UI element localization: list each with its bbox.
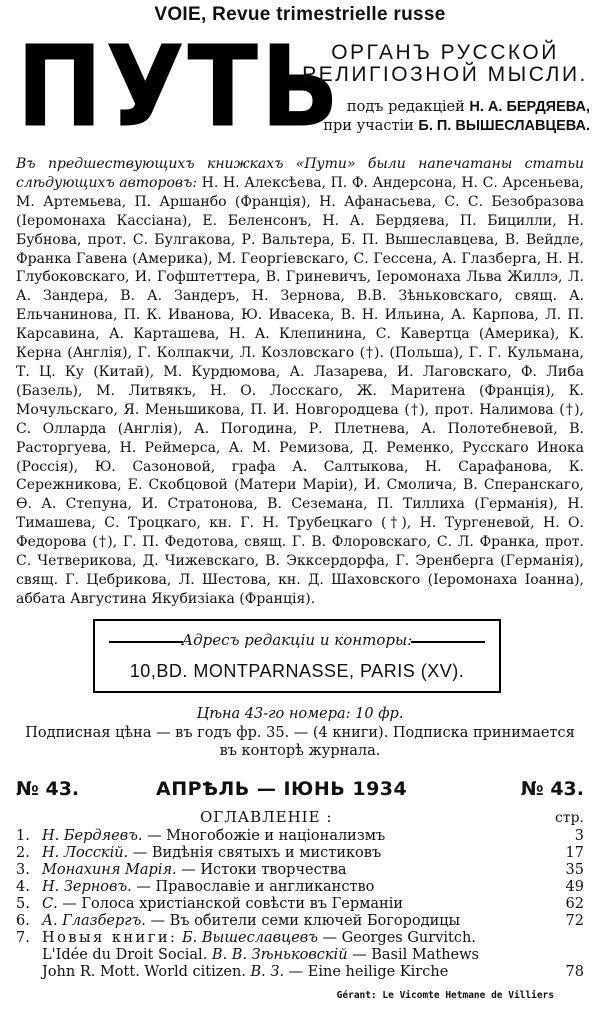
toc-item bbox=[16, 828, 584, 845]
issue-number-left: № 43. bbox=[16, 778, 80, 800]
toc-page-label: стр. bbox=[555, 810, 584, 826]
editor-line bbox=[300, 98, 590, 117]
toc-num: 6. bbox=[16, 913, 30, 929]
reviewer-2: В. В. Зѣньковскiй bbox=[211, 947, 348, 963]
toc-item-books-cont bbox=[16, 964, 584, 981]
toc-entry bbox=[42, 930, 476, 947]
toc-author: С. bbox=[42, 896, 58, 912]
toc-item-books-cont bbox=[16, 947, 584, 964]
coeditor-prefix: при участiи bbox=[323, 118, 419, 134]
toc-item bbox=[16, 862, 584, 879]
toc-author: Н. Бердяевъ. bbox=[42, 828, 143, 844]
toc-author: Монахиня Марiя. bbox=[42, 862, 177, 878]
publisher-credit: Gérant: Le Vicomte Hetmane de Villiers bbox=[336, 990, 554, 1001]
toc-page: 62 bbox=[565, 896, 584, 912]
toc-entry bbox=[42, 862, 347, 879]
toc-item bbox=[16, 879, 584, 896]
issue-number-right: № 43. bbox=[520, 778, 584, 800]
editorial-credits bbox=[300, 98, 590, 136]
toc-title: — Въ обители семи ключей Богородицы bbox=[145, 913, 461, 929]
coeditor-name: Б. П. ВЫШЕСЛАВЦЕВА. bbox=[418, 118, 590, 134]
toc-heading: ОГЛАВЛЕНIЕ : bbox=[200, 808, 333, 826]
reviewer-1: Б. Вышеславцевъ bbox=[181, 930, 318, 946]
editor-name: Н. А. БЕРДЯЕВА, bbox=[469, 99, 590, 115]
journal-logo: ПУТЬ bbox=[16, 20, 342, 153]
toc-entry bbox=[42, 913, 460, 930]
toc-page: 3 bbox=[574, 828, 584, 844]
toc-title: — Истоки творчества bbox=[176, 862, 347, 878]
table-of-contents bbox=[16, 828, 584, 981]
toc-author: А. Глазбергъ. bbox=[42, 913, 146, 929]
issue-price: Цѣна 43-го номера: 10 фр. bbox=[196, 706, 404, 722]
toc-entry bbox=[42, 896, 403, 913]
review-1-text: — Georges Gurvitch. bbox=[317, 930, 476, 946]
toc-num: 1. bbox=[16, 828, 30, 844]
toc-author: Н. Зерновъ. bbox=[42, 879, 132, 895]
issue-dates: АПРѢЛЬ — IЮНЬ 1934 bbox=[156, 778, 408, 800]
coeditor-line bbox=[300, 117, 590, 136]
subscription-info: Подписная цѣна — въ годъ фр. 35. — (4 книги). Подписка принимается въ конторѣ журнала. bbox=[25, 725, 575, 759]
editor-prefix: подъ редакцiей bbox=[346, 99, 470, 115]
review-2-text-cont: John R. Mott. World citizen. bbox=[42, 964, 246, 980]
toc-page: 17 bbox=[565, 845, 584, 861]
toc-entry bbox=[42, 828, 385, 845]
new-books-label: Новыя книги: bbox=[42, 930, 178, 946]
issue-line bbox=[16, 778, 584, 802]
toc-title: — Видѣнiя святыхъ и мистиковъ bbox=[128, 845, 382, 861]
toc-entry bbox=[42, 845, 381, 862]
toc-title: — Православiе и англиканство bbox=[131, 879, 375, 895]
toc-entry bbox=[42, 879, 374, 896]
review-2-text: — Basil Mathews bbox=[347, 947, 479, 963]
toc-title: — Многобожiе и нацiонализмъ bbox=[142, 828, 386, 844]
journal-subtitle: VOIE, Revue trimestrielle russe bbox=[154, 4, 446, 25]
toc-num: 3. bbox=[16, 862, 30, 878]
toc-page: 49 bbox=[565, 879, 584, 895]
address-box bbox=[93, 619, 501, 693]
toc-item bbox=[16, 896, 584, 913]
toc-num: 5. bbox=[16, 896, 30, 912]
toc-title: — Голоса христiанской совѣсти въ Германiи bbox=[57, 896, 404, 912]
toc-num: 4. bbox=[16, 879, 30, 895]
journal-tagline bbox=[300, 42, 590, 86]
toc-entry bbox=[42, 947, 479, 964]
toc-item-books bbox=[16, 930, 584, 947]
address-heading: Адресъ редакцiи и конторы: bbox=[181, 631, 413, 649]
review-1-text-cont: L'Idée du Droit Social. bbox=[42, 947, 208, 963]
toc-page: 78 bbox=[565, 964, 584, 980]
toc-page: 35 bbox=[565, 862, 584, 878]
authors-list: Н. Н. Алексѣева, П. Ф. Андерсона, Н. С. Арсеньева, М. Артемьева, П. Аршанбо (Францiя), Н. Афанасьева, С. С. Безобразова (Iеромонаха Кассiана), Е. Беленсонъ, Н. А. Бердяева, П. Бицилли, Н. Бубнова, прот. С. Булгакова, Р. Вальтера, Б. П. Вышеславцева, В. Вейдле, Франка Гавена (Америка), М. Георгiевскаго, С. Гессена, А. Глазберга, Н. Н. Глубоковскаго, И. Гофштеттера, В. Гриневичъ, Iеромонаха Льва Жиллэ, Л. А. Зандера, В. А. Зандеръ, Н. Зернова, В.В. Зѣньковскаго, свящ. А. Ельчанинова, П. К. Иванова, Ю. Ивасека, В. Н. Ильина, А. Карпова, Л. П. Карсавина, А. Карташева, Н. А. Клепинина, С. Кавертца (Америка), К. Керна (Англiя), Г. Колпакчи, Л. Козловскаго (†). (Польша), Г. Г. Кульмана, Т. Ц. Ку (Китай), М. Курдюмова, А. Лазарева, И. Лаговскаго, Ф. Либа (Базель), М. Литвякъ, Н. О. Лосскаго, Ж. Маритена (Францiя), К. Мочульскаго, Я. Меньшикова, П. И. Новгородцева (†), прот. Налимова (†), С. Олларда (Англiя), А. Погодина, Р. Плетнева, А. Полотебневой, В. Расторгуева, Н. Реймерса, А. М. Ремизова, Д. Ременко, Русскаго Инока (Россiя), Ю. Сазоновой, графа А. Салтыкова, Н. Сарафанова, К. Сережникова, Е. Скобцовой (Матери Марiи), И. Смолича, В. Сперанскаго, Ѳ. А. Степуна, И. Стратонова, В. Сеземана, П. Тиллиха (Германiя), Н. Тимашева, С. Троцкаго, кн. Г. Н. Трубецкаго (†), Н. Тургеневой, Н. О. Федорова (†), Г. П. Федотова, свящ. Г. В. Флоровскаго, С. Л. Франка, прот. С. Четверикова, Д. Чижевскаго, В. Экксердорфа, Г. Эренберга (Германiя), свящ. Г. Цебрикова, Л. Шестова, кн. Д. Шаховского (Iеромонаха Iоанна), аббата Августина Якубизiака (Францiя). bbox=[16, 174, 584, 607]
toc-item bbox=[16, 845, 584, 862]
tagline-line-2: РЕЛИГIОЗНОЙ МЫСЛИ. bbox=[302, 63, 588, 86]
previous-authors-paragraph bbox=[16, 155, 584, 609]
review-3-text: — Eine heilige Kirche bbox=[284, 964, 449, 980]
toc-entry bbox=[42, 964, 448, 981]
toc-page: 72 bbox=[565, 913, 584, 929]
toc-item bbox=[16, 913, 584, 930]
toc-num: 7. bbox=[16, 930, 30, 946]
address-text: 10,BD. MONTPARNASSE, PARIS (XV). bbox=[129, 661, 465, 681]
tagline-line-1: ОРГАНЪ РУССКОЙ bbox=[331, 41, 559, 64]
toc-num: 2. bbox=[16, 845, 30, 861]
intro-lead: Въ предшествующихъ книжкахъ «Пути» были напечатаны статьи слѣдующихъ авторовъ: bbox=[16, 156, 584, 191]
toc-author: Н. Лосскiй. bbox=[42, 845, 129, 861]
reviewer-3: В. З. bbox=[250, 964, 285, 980]
